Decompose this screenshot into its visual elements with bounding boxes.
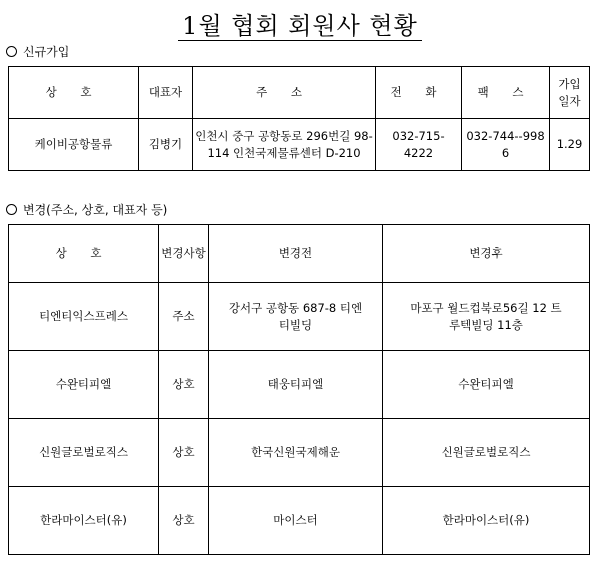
circle-bullet-icon [6, 204, 17, 215]
table-row [9, 351, 590, 419]
header-phone: 전 화 [376, 67, 462, 119]
header-ceo: 대표자 [139, 67, 193, 119]
header-company: 상 호 [9, 225, 159, 283]
cell-company: 수완티피엘 [9, 351, 159, 419]
table-row [9, 419, 590, 487]
cell-before: 태웅티피엘 [209, 351, 383, 419]
table-header-row [9, 67, 590, 119]
cell-change-item: 주소 [159, 283, 209, 351]
cell-ceo: 김병기 [139, 119, 193, 171]
page-title [0, 6, 600, 41]
changes-table [8, 224, 590, 555]
table-header-row [9, 225, 590, 283]
cell-after: 한라마이스터(유) [383, 487, 590, 555]
header-join-date: 가입 일자 [550, 67, 590, 119]
cell-before: 마이스터 [209, 487, 383, 555]
circle-bullet-icon [6, 46, 17, 57]
table-row [9, 119, 590, 171]
header-after: 변경후 [383, 225, 590, 283]
table-row [9, 487, 590, 555]
table-row [9, 283, 590, 351]
section-change-label: 변경(주소, 상호, 대표자 등) [23, 203, 168, 217]
cell-address: 인천시 중구 공항동로 296번길 98-114 인천국제물류센터 D-210 [193, 119, 376, 171]
cell-after: 수완티피엘 [383, 351, 590, 419]
cell-before: 한국신원국제해운 [209, 419, 383, 487]
header-change-item: 변경사항 [159, 225, 209, 283]
cell-company: 신원글로벌로직스 [9, 419, 159, 487]
cell-fax: 032-744--9986 [462, 119, 550, 171]
section-new-members [6, 43, 69, 60]
cell-join-date: 1.29 [550, 119, 590, 171]
cell-before: 강서구 공항동 687-8 티엔티빌딩 [209, 283, 383, 351]
cell-change-item: 상호 [159, 351, 209, 419]
section-changes [6, 201, 167, 218]
header-fax: 팩 스 [462, 67, 550, 119]
header-before: 변경전 [209, 225, 383, 283]
header-address: 주 소 [193, 67, 376, 119]
new-members-table [8, 66, 590, 171]
cell-change-item: 상호 [159, 487, 209, 555]
cell-company: 케이비공항물류 [9, 119, 139, 171]
header-company: 상 호 [9, 67, 139, 119]
cell-after: 마포구 월드컵북로56길 12 트루텍빌딩 11층 [383, 283, 590, 351]
cell-company: 티엔티익스프레스 [9, 283, 159, 351]
section-new-label: 신규가입 [23, 45, 70, 59]
page-title-text: 1월 협회 회원사 현황 [178, 12, 422, 41]
cell-phone: 032-715-4222 [376, 119, 462, 171]
cell-company: 한라마이스터(유) [9, 487, 159, 555]
cell-after: 신원글로벌로직스 [383, 419, 590, 487]
cell-change-item: 상호 [159, 419, 209, 487]
